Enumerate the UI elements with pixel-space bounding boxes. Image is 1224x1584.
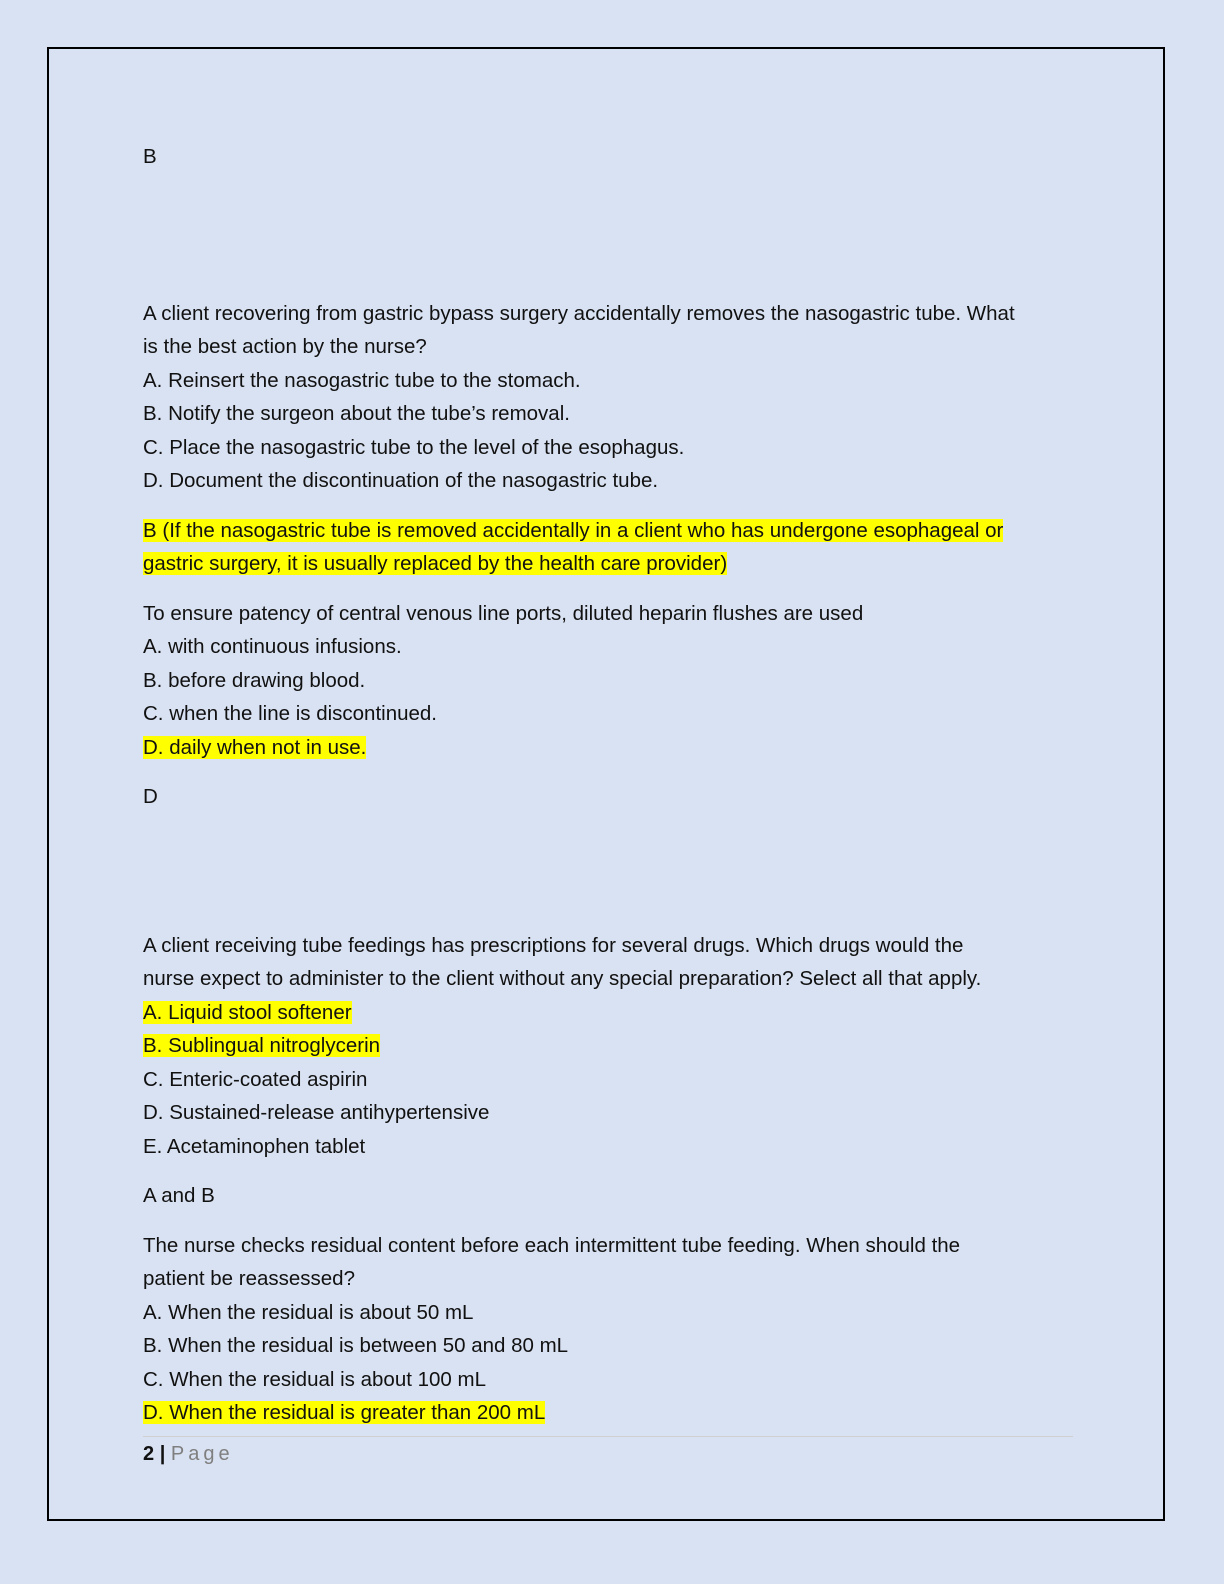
footer-separator: | [159, 1443, 166, 1465]
question-3 [143, 929, 1083, 1213]
option: A. with continuous infusions. [143, 635, 402, 658]
option: D. Document the discontinuation of the nasogastric tube. [143, 469, 659, 492]
question-stem: nurse expect to administer to the client without any special preparation? Select all that apply. [143, 967, 982, 990]
highlighted-option: B. Sublingual nitroglycerin [143, 1034, 381, 1057]
highlighted-option: D. daily when not in use. [143, 735, 367, 759]
option: C. When the residual is about 100 mL [143, 1367, 486, 1391]
answer-text: B [143, 145, 157, 168]
question-stem: is the best action by the nurse? [143, 335, 427, 358]
footer-divider [143, 1436, 1073, 1437]
document-body [143, 140, 1083, 1430]
option: B. Notify the surgeon about the tube’s removal. [143, 402, 570, 425]
highlighted-answer: gastric surgery, it is usually replaced by the health care provider) [143, 552, 728, 575]
question-2 [143, 597, 1083, 814]
option: B. before drawing blood. [143, 668, 366, 692]
highlighted-option: D. When the residual is greater than 200 mL [143, 1401, 546, 1424]
page-footer [143, 1438, 234, 1470]
option: C. when the line is discontinued. [143, 702, 438, 725]
highlighted-option: A. Liquid stool softener [143, 1000, 352, 1024]
question-1 [143, 297, 1083, 581]
option: B. When the residual is between 50 and 80 mL [143, 1334, 569, 1357]
option: E. Acetaminophen tablet [143, 1134, 366, 1158]
question-stem: patient be reassessed? [143, 1267, 355, 1290]
page-label: Page [170, 1443, 234, 1465]
question-stem: A client receiving tube feedings has prescriptions for several drugs. Which drugs would the [143, 933, 964, 957]
question-4 [143, 1229, 1083, 1430]
option: A. When the residual is about 50 mL [143, 1300, 474, 1324]
spacer [143, 814, 1083, 922]
option: A. Reinsert the nasogastric tube to the stomach. [143, 368, 581, 392]
question-stem: The nurse checks residual content before each intermittent tube feeding. When should the [143, 1233, 961, 1257]
spacer [143, 174, 1083, 282]
option: C. Place the nasogastric tube to the level of the esophagus. [143, 435, 685, 459]
question-stem: A client recovering from gastric bypass surgery accidentally removes the nasogastric tube. What [143, 301, 1015, 325]
highlighted-answer: B (If the nasogastric tube is removed accidentally in a client who has undergone esophageal or [143, 518, 1004, 542]
option: D. Sustained-release antihypertensive [143, 1101, 490, 1124]
answer-text: A and B [143, 1184, 215, 1207]
option: C. Enteric-coated aspirin [143, 1067, 368, 1091]
page-number: 2 [143, 1443, 155, 1465]
answer-text: D [143, 785, 158, 808]
question-stem: To ensure patency of central venous line ports, diluted heparin flushes are used [143, 601, 864, 625]
